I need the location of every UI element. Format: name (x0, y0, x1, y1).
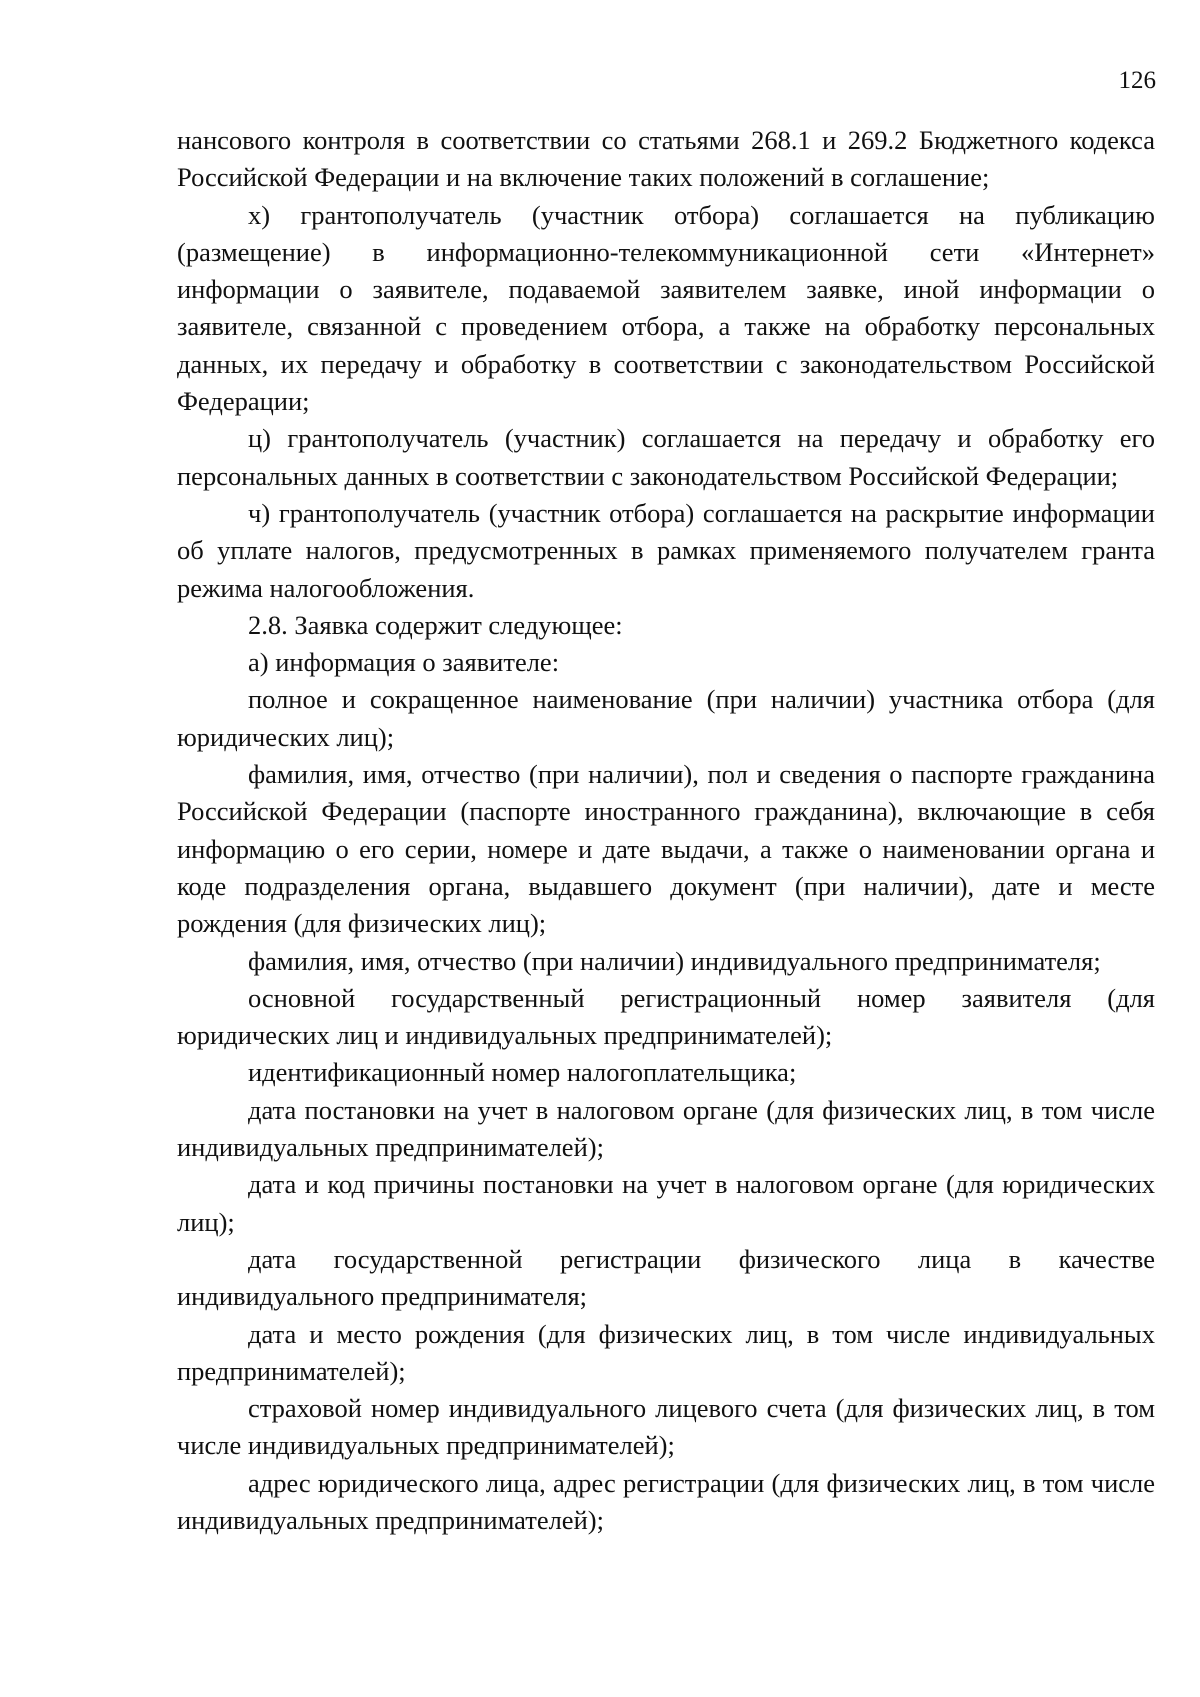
list-item: дата и код причины постановки на учет в налоговом органе (для юридических лиц); (177, 1169, 1155, 1237)
page-number: 126 (1118, 67, 1156, 94)
paragraph-item-ch: ч) грантополучатель (участник отбора) соглашается на раскрытие информации об уплате налогов, предусмотренных в рамках применяемого получателем гранта режима налогообложения. (177, 497, 1155, 603)
list-item: дата постановки на учет в налоговом органе (для физических лиц, в том числе индивидуальных предпринимателей); (177, 1094, 1155, 1163)
list-item: основной государственный регистрационный номер заявителя (для юридических лиц и индивидуальных предпринимателей); (177, 982, 1155, 1051)
paragraph-item-a: а) информация о заявителе: (248, 647, 560, 678)
list-item: страховой номер индивидуального лицевого счета (для физических лиц, в том числе индивидуальных предпринимателей); (177, 1393, 1155, 1461)
list-item: дата и место рождения (для физических лиц, в том числе индивидуальных предпринимателей); (177, 1318, 1155, 1386)
paragraph-item-kh: х) грантополучатель (участник отбора) соглашается на публикацию (размещение) в информационно-телекоммуникационной сети «Интернет» информации о заявителе, подаваемой заявителем заявке, иной информации о заявителе, связанной с проведением отбора, а также на обработку персональных данных, их передачу и обработку в соответствии с законодательством Российской Федерации; (177, 199, 1155, 417)
list-item: полное и сокращенное наименование (при наличии) участника отбора (для юридических лиц); (177, 684, 1155, 752)
section-heading-2-8: 2.8. Заявка содержит следующее: (248, 609, 623, 640)
paragraph-item-ts: ц) грантополучатель (участник) соглашается на передачу и обработку его персональных данных в соответствии с законодательством Российской Федерации; (177, 423, 1155, 491)
list-item: дата государственной регистрации физического лица в качестве индивидуального предпринимателя; (177, 1243, 1155, 1312)
list-item: адрес юридического лица, адрес регистрации (для физических лиц, в том числе индивидуальных предпринимателей); (177, 1467, 1155, 1535)
document-body (177, 122, 1155, 1539)
list-item: фамилия, имя, отчество (при наличии) индивидуального предпринимателя; (248, 945, 1101, 976)
list-item: идентификационный номер налогоплательщика; (248, 1057, 797, 1088)
paragraph-continuation: нансового контроля в соответствии со статьями 268.1 и 269.2 Бюджетного кодекса Российской Федерации и на включение таких положений в соглашение; (177, 125, 1155, 193)
list-item: фамилия, имя, отчество (при наличии), пол и сведения о паспорте гражданина Российской Федерации (паспорте иностранного гражданина), включающие в себя информацию о его серии, номере и дате выдачи, а также о наименовании органа и коде подразделения органа, выдавшего документ (при наличии), дате и месте рождения (для физических лиц); (177, 759, 1155, 939)
